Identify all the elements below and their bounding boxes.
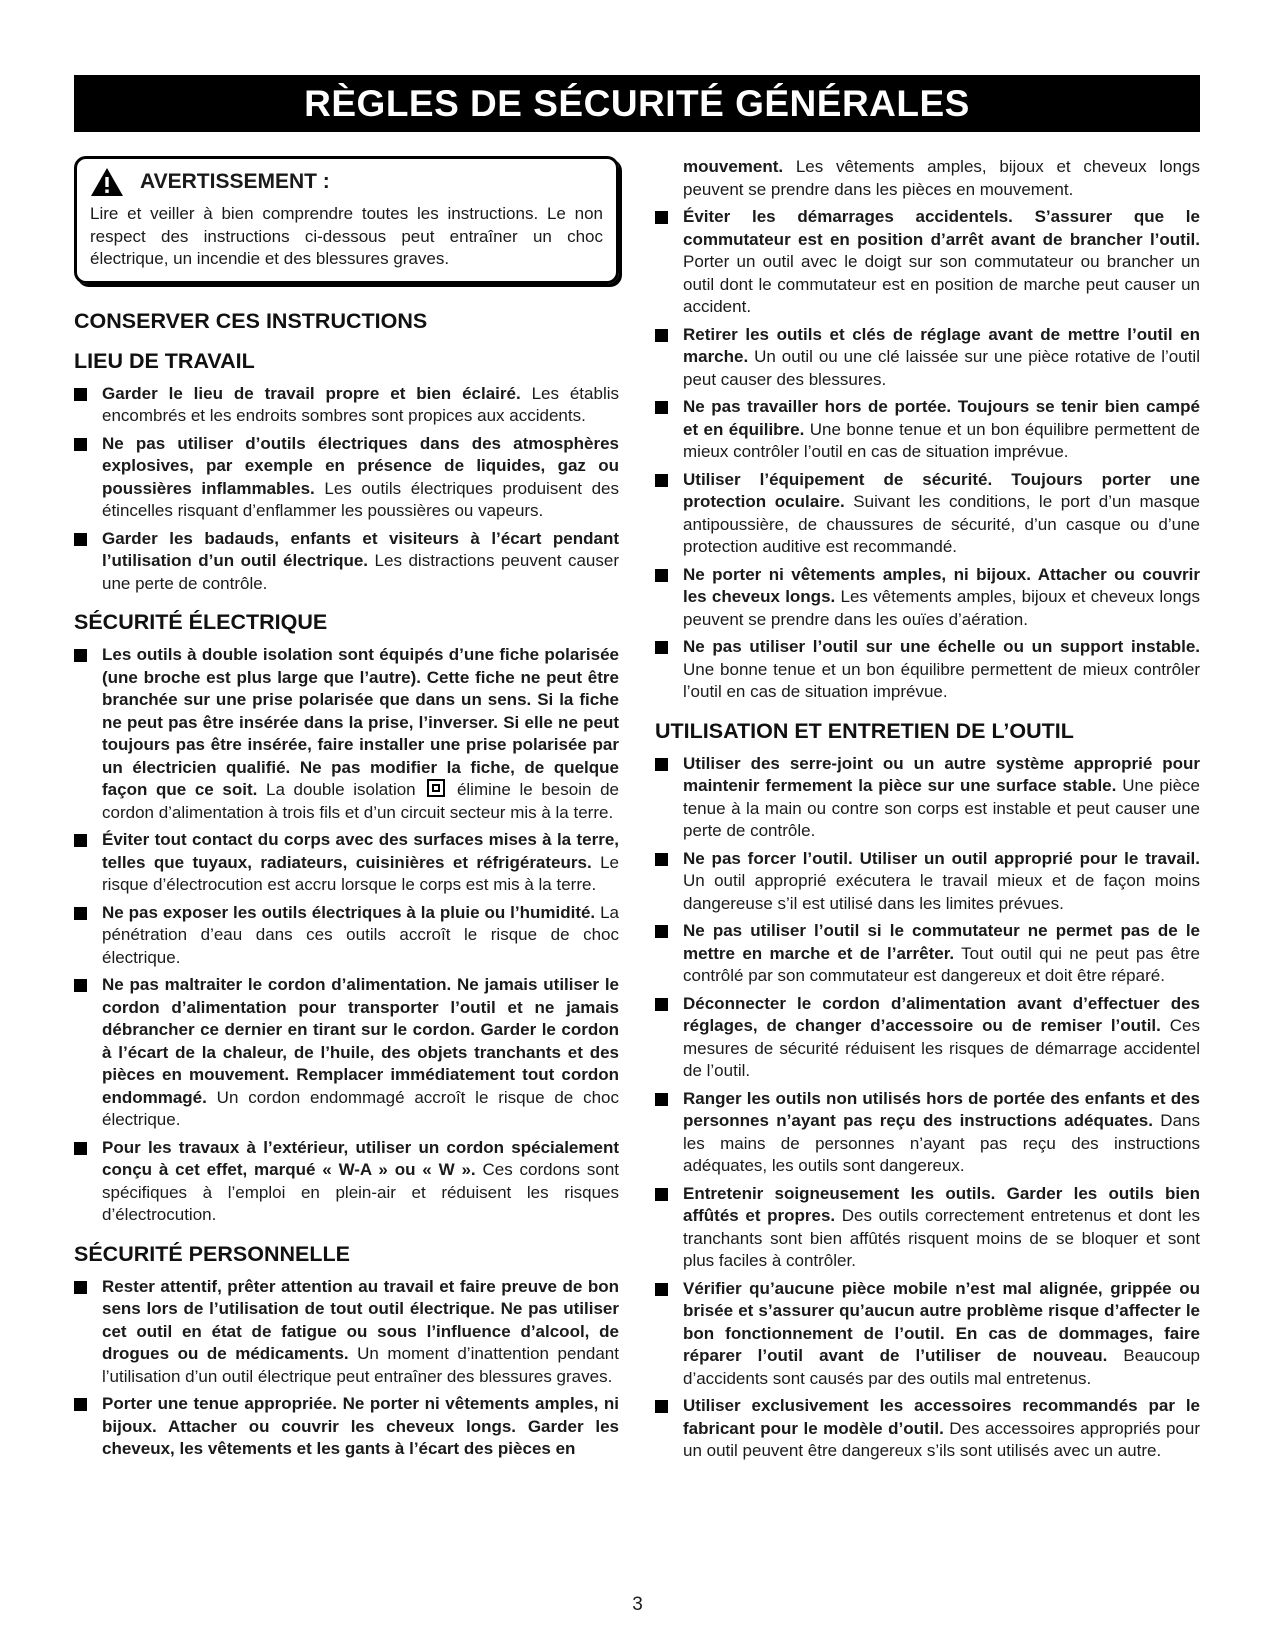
item-text: Suivant les conditions, le port d’un masque antipoussière, de chaussures de sécurité, d’un casque ou d’une protection auditive est recommandé.	[683, 492, 1200, 556]
electrical-safety-heading: SÉCURITÉ ÉLECTRIQUE	[74, 610, 328, 634]
item-text: Un outil approprié exécutera le travail mieux et de façon moins dangereuse s’il est utilisé dans les limites prévues.	[683, 871, 1200, 913]
item-bold: Ne pas maltraiter le cordon d’alimentation. Ne jamais utiliser le cordon d’alimentation pour transporter l’outil et ne jamais débrancher ce dernier en tirant sur le cordon. Garder le cordon à l’écart de la chaleur, de l’huile, des objets tranchants et des pièces en mouvement. Remplacer immédiatement tout cordon endommagé.	[102, 975, 619, 1107]
list-item	[655, 848, 1200, 916]
item-bold: Ne pas utiliser l’outil sur une échelle ou un support instable.	[683, 637, 1200, 656]
item-text: Les outils électriques produisent des étincelles risquant d’enflammer les poussières ou vapeurs.	[102, 478, 619, 520]
item-bold: Utiliser exclusivement les accessoires recommandés par le fabricant pour le modèle d’outil.	[683, 1396, 1200, 1438]
item-text: Ces cordons sont spécifiques à l’emploi en plein-air et réduisent les risques d’électrocution.	[102, 1160, 620, 1224]
item-text: Porter un outil avec le doigt sur son commutateur ou brancher un outil dont le commutateur est en position de marche peut causer un accident.	[683, 252, 1200, 316]
item-text: Tout outil qui ne peut pas être contrôlé par son commutateur est dangereux et doit être réparé.	[683, 943, 1200, 985]
warning-triangle-icon	[90, 167, 124, 197]
left-column	[74, 156, 619, 1466]
item-bold: Éviter tout contact du corps avec des surfaces mises à la terre, telles que tuyaux, radiateurs, cuisinières et réfrigérateurs.	[102, 830, 619, 872]
page-title-banner	[74, 75, 1200, 132]
warning-text: Lire et veiller à bien comprendre toutes les instructions. Le non respect des instructions ci-dessous peut entraîner un choc électrique, un incendie et des blessures graves.	[90, 204, 603, 268]
personal-list-continued	[655, 156, 1200, 704]
page-number: 3	[632, 1594, 643, 1615]
list-item	[74, 1276, 619, 1389]
item-text: Un cordon endommagé accroît le risque de choc électrique.	[102, 1087, 619, 1129]
work-area-list	[74, 383, 619, 596]
double-insulation-icon	[427, 779, 445, 797]
item-bold: Ranger les outils non utilisés hors de portée des enfants et des personnes n’ayant pas reçu des instructions adéquates.	[683, 1088, 1200, 1130]
item-bold: Porter une tenue appropriée. Ne porter ni vêtements amples, ni bijoux. Attacher ou couvrir les cheveux longs. Garder les cheveux, les vêtements et les gants à l’écart des pièces en	[102, 1394, 619, 1458]
item-text: Ces mesures de sécurité réduisent les risques de démarrage accidentel de l’outil.	[683, 1016, 1200, 1080]
item-text: Dans les mains de personnes n’ayant pas reçu des instructions adéquates, les outils sont dangereux.	[683, 1111, 1200, 1175]
tool-use-list	[655, 753, 1200, 1463]
list-item	[74, 902, 619, 970]
item-text: Les vêtements amples, bijoux et cheveux longs peuvent se prendre dans les pièces en mouvement.	[683, 157, 1200, 199]
item-bold: Ne pas utiliser l’outil si le commutateur ne permet pas de le mettre en marche et de l’arrêter.	[683, 921, 1200, 963]
item-bold: Utiliser des serre-joint ou un autre système approprié pour maintenir fermement la pièce sur une surface stable.	[683, 753, 1200, 795]
list-item	[74, 528, 619, 596]
item-text: élimine le besoin de cordon d’alimentation à trois fils et d’un circuit secteur mis à la terre.	[102, 780, 619, 822]
item-text: Les vêtements amples, bijoux et cheveux longs peuvent se prendre dans les ouïes d’aération.	[683, 587, 1200, 629]
item-text: La pénétration d’eau dans ces outils accroît le risque de choc électrique.	[102, 902, 619, 967]
warning-header	[90, 167, 603, 197]
item-text: Les distractions peuvent causer une perte de contrôle.	[102, 551, 619, 593]
item-bold: Rester attentif, prêter attention au travail et faire preuve de bon sens lors de l’utilisation de tout outil électrique. Ne pas utiliser cet outil en état de fatigue ou sous l’influence d’alcool, de drogues ou de médicaments.	[102, 1276, 619, 1363]
item-bold: Vérifier qu’aucune pièce mobile n’est mal alignée, grippée ou brisée et s’assurer qu’aucun autre problème risque d’affecter le bon fonctionnement de l’outil. En cas de dommages, faire réparer l’outil avant de l’utiliser de nouveau.	[683, 1278, 1200, 1365]
electrical-list	[74, 644, 619, 1227]
item-text: Une pièce tenue à la main ou contre son corps est instable et peut causer une perte de contrôle.	[683, 776, 1200, 840]
list-item	[655, 1183, 1200, 1273]
list-item	[655, 1278, 1200, 1391]
tool-use-heading: UTILISATION ET ENTRETIEN DE L’OUTIL	[655, 718, 1074, 743]
item-text: Des accessoires appropriés pour un outil peuvent être dangereux s’ils sont utilisés avec un autre.	[683, 1418, 1200, 1460]
item-bold: Ne porter ni vêtements amples, ni bijoux. Attacher ou couvrir les cheveux longs.	[683, 564, 1200, 606]
list-item	[74, 1137, 619, 1227]
item-text: Un outil ou une clé laissée sur une pièce rotative de l’outil peut causer des blessures.	[683, 347, 1200, 389]
item-text: Les établis encombrés et les endroits sombres sont propices aux accidents.	[102, 383, 619, 425]
item-text: Des outils correctement entretenus et dont les tranchants sont bien affûtés risquent moins de se bloquer et sont plus faciles à contrôler.	[683, 1206, 1201, 1270]
list-item	[655, 1395, 1200, 1463]
item-text: Un moment d’inattention pendant l’utilisation d’un outil électrique peut entraîner des blessures graves.	[102, 1344, 619, 1386]
item-bold: Entretenir soigneusement les outils. Garder les outils bien affûtés et propres.	[683, 1183, 1200, 1225]
item-text: Le risque d’électrocution est accru lorsque le corps est mis à la terre.	[102, 852, 619, 894]
list-item	[74, 974, 619, 1132]
list-item	[655, 324, 1200, 392]
item-bold: Ne pas utiliser d’outils électriques dans des atmosphères explosives, par exemple en présence de liquides, gaz ou poussières inflammables.	[102, 433, 619, 498]
personal-safety-heading: SÉCURITÉ PERSONNELLE	[74, 1241, 350, 1266]
item-bold: mouvement.	[683, 157, 784, 176]
item-bold: Éviter les démarrages accidentels. S’assurer que le commutateur est en position d’arrêt avant de brancher l’outil.	[683, 207, 1200, 249]
list-item	[74, 433, 619, 523]
list-item	[655, 636, 1200, 704]
item-bold: Déconnecter le cordon d’alimentation avant d’effectuer des réglages, de changer d’accessoire ou de remiser l’outil.	[683, 993, 1200, 1035]
list-item	[74, 383, 619, 428]
list-item	[655, 920, 1200, 988]
list-item	[655, 469, 1200, 559]
list-item	[655, 564, 1200, 632]
item-bold: Utiliser l’équipement de sécurité. Toujours porter une protection oculaire.	[683, 469, 1200, 511]
list-item	[655, 993, 1200, 1083]
item-bold: Retirer les outils et clés de réglage avant de mettre l’outil en marche.	[683, 324, 1200, 366]
work-area-heading: LIEU DE TRAVAIL	[74, 348, 255, 373]
right-column	[655, 156, 1200, 1468]
save-instructions-heading: CONSERVER CES INSTRUCTIONS	[74, 308, 428, 333]
warning-box	[74, 156, 619, 284]
item-bold: Garder les badauds, enfants et visiteurs à l’écart pendant l’utilisation d’un outil électrique.	[102, 528, 619, 570]
item-bold: Ne pas travailler hors de portée. Toujours se tenir bien campé et en équilibre.	[683, 397, 1200, 439]
item-bold: Ne pas exposer les outils électriques à la pluie ou l’humidité.	[102, 902, 596, 922]
item-bold: Ne pas forcer l’outil. Utiliser un outil approprié pour le travail.	[683, 848, 1200, 868]
list-item	[74, 829, 619, 897]
page-title: RÈGLES DE SÉCURITÉ GÉNÉRALES	[304, 82, 970, 124]
item-text: Une bonne tenue et un bon équilibre permettent de mieux contrôler l’outil en cas de situation imprévue.	[683, 659, 1200, 701]
item-bold: Pour les travaux à l’extérieur, utiliser un cordon spécialement conçu à cet effet, marqué « W-A » ou « W ».	[102, 1137, 619, 1179]
list-item	[74, 644, 619, 824]
list-item	[655, 206, 1200, 319]
personal-list	[74, 1276, 619, 1461]
list-item	[655, 1088, 1200, 1178]
warning-title: AVERTISSEMENT :	[140, 170, 330, 193]
item-text: La double isolation	[257, 780, 416, 799]
list-item	[655, 753, 1200, 843]
list-item	[74, 1393, 619, 1461]
list-item-continued	[655, 156, 1200, 201]
item-bold: Garder le lieu de travail propre et bien éclairé.	[102, 383, 521, 403]
item-text: Une bonne tenue et un bon équilibre permettent de mieux contrôler l’outil en cas de situation imprévue.	[683, 419, 1200, 461]
item-text: Beaucoup d’accidents sont causés par des outils mal entretenus.	[683, 1346, 1200, 1388]
list-item	[655, 396, 1200, 464]
item-bold: Les outils à double isolation sont équipés d’une fiche polarisée (une broche est plus large que l’autre). Cette fiche ne peut être branchée sur une prise polarisée que dans un sens. Si la fiche ne peut pas être insérée dans la prise, l’inverser. Si elle ne peut toujours pas être insérée, faire installer une prise polarisée par un électricien qualifié. Ne pas modifier la fiche, de quelque façon que ce soit.	[102, 645, 619, 799]
